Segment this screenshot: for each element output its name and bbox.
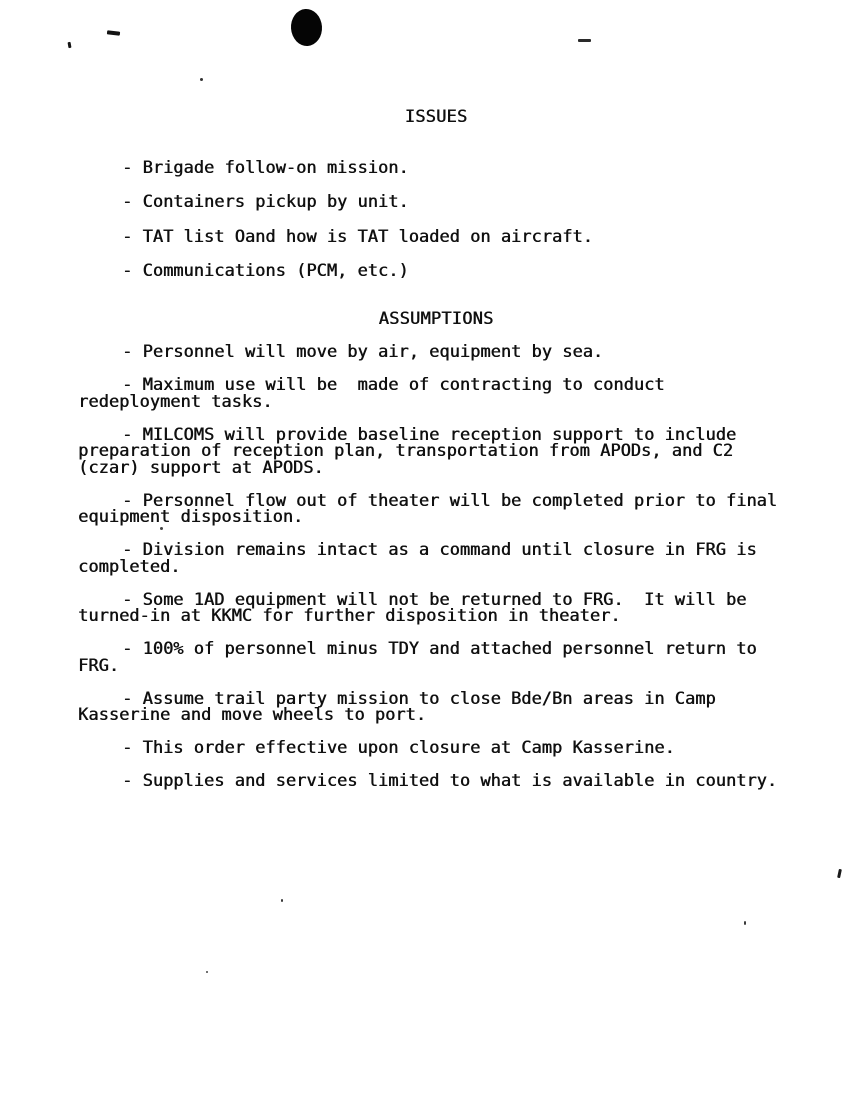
paragraph xyxy=(78,542,850,575)
dot-speck xyxy=(206,971,208,973)
text-line: - Containers pickup by unit. xyxy=(122,192,409,212)
text-line: redeployment tasks. xyxy=(78,391,273,412)
text-line: - Supplies and services limited to what is available in country. xyxy=(122,771,778,791)
text-line: - Maximum use will be made of contracting to conduct xyxy=(122,375,665,395)
paragraph xyxy=(78,377,850,410)
issues-list xyxy=(78,157,850,281)
assumptions-heading: ASSUMPTIONS xyxy=(378,308,494,329)
text-line: - 100% of personnel minus TDY and attached personnel return to xyxy=(122,639,757,659)
quote-speck xyxy=(837,869,842,878)
section-assumptions xyxy=(78,298,850,807)
text-line: - Personnel will move by air, equipment by sea. xyxy=(122,342,604,362)
text-line: - Division remains intact as a command until closure in FRG is xyxy=(122,540,757,560)
paragraph xyxy=(78,344,850,361)
text-line: completed. xyxy=(78,556,181,577)
text-line: - Brigade follow-on mission. xyxy=(122,157,409,178)
text-line: - Some 1AD equipment will not be returned to FRG. It will be xyxy=(122,589,747,610)
text-line: (czar) support at APODS. xyxy=(78,457,324,478)
text-line: - Personnel flow out of theater will be completed prior to final xyxy=(122,490,778,511)
text-line: - TAT list Oand how is TAT loaded on aircraft. xyxy=(122,226,593,247)
paragraph xyxy=(78,157,850,178)
paragraph xyxy=(78,589,850,626)
text-line: Kasserine and move wheels to port. xyxy=(78,705,426,725)
assumptions-list xyxy=(78,344,850,790)
paragraph xyxy=(78,641,850,674)
dot-speck xyxy=(744,921,746,925)
paragraph xyxy=(78,688,850,725)
paragraph xyxy=(78,194,850,211)
text-line: turned-in at KKMC for further disposition in theater. xyxy=(78,606,621,626)
paragraph xyxy=(78,490,850,527)
issues-heading: ISSUES xyxy=(404,107,468,127)
section-issues xyxy=(78,109,850,298)
paragraph xyxy=(78,773,850,790)
text-line: FRG. xyxy=(78,655,119,676)
text-line: - Communications (PCM, etc.) xyxy=(122,261,409,281)
text-line: - MILCOMS will provide baseline reception support to include xyxy=(122,424,737,445)
text-line: preparation of reception plan, transportation from APODs, and C2 xyxy=(78,441,734,461)
paragraph xyxy=(78,226,850,247)
paragraph xyxy=(78,740,850,757)
paragraph xyxy=(78,263,850,280)
paragraph xyxy=(78,424,850,478)
dot-speck xyxy=(281,899,283,902)
text-line: - Assume trail party mission to close Bde/Bn areas in Camp xyxy=(122,688,716,709)
text-line: equipment disposition. xyxy=(78,507,304,527)
text-line: - This order effective upon closure at Camp Kasserine. xyxy=(122,738,675,758)
